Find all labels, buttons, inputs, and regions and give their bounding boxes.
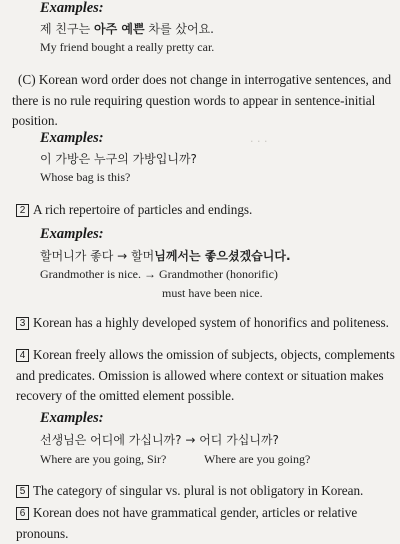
number-box: 6 (16, 507, 29, 520)
english-translation: Whose bag is this? (40, 170, 131, 184)
point-3-paragraph: 3 Korean has a highly developed system of honorifics and politeness. (16, 313, 400, 334)
examples-label: Examples: (40, 0, 104, 16)
examples-label: Examples: (40, 130, 104, 146)
number-box: 5 (16, 485, 29, 498)
number-box: 4 (16, 349, 29, 362)
english-translation: Where are you going? (204, 452, 311, 466)
examples-label: Examples: (40, 226, 104, 242)
english-translation: Grandmother is nice. → Grandmother (honorific) (40, 267, 278, 281)
korean-example: 선생님은 어디에 가십니까? → 어디 가십니까? (40, 433, 279, 447)
point-c-paragraph: (C) Korean word order does not change in interrogative sentences, and there is no rule requiring question words to appear in sentence-initial position. (12, 72, 392, 128)
english-translation: My friend bought a really pretty car. (40, 40, 215, 54)
number-box: 2 (16, 204, 29, 217)
point-2-paragraph: 2 A rich repertoire of particles and endings. (16, 200, 396, 221)
bleed-through-text: · · · (250, 135, 268, 148)
point-5-paragraph: 5 The category of singular vs. plural is not obligatory in Korean. (16, 481, 400, 502)
point-6-paragraph: 6 Korean does not have grammatical gender, articles or relative pronouns. (16, 505, 358, 541)
korean-example: 이 가방은 누구의 가방입니까? (40, 152, 197, 166)
korean-example: 할머니가 좋다 → 할머님께서는 좋으셨겠습니다. (40, 249, 291, 263)
examples-label: Examples: (40, 410, 104, 426)
english-translation-continued: must have been nice. (162, 286, 263, 300)
korean-example: 제 친구는 아주 예쁜 차를 샀어요. (40, 22, 214, 36)
point-4-paragraph: 4 Korean freely allows the omission of subjects, objects, complements and predicates. Omission is allowed where context or situation makes recovery of the omitted element possible. (16, 347, 395, 403)
number-box: 3 (16, 317, 29, 330)
english-translation: Where are you going, Sir? (40, 452, 167, 466)
